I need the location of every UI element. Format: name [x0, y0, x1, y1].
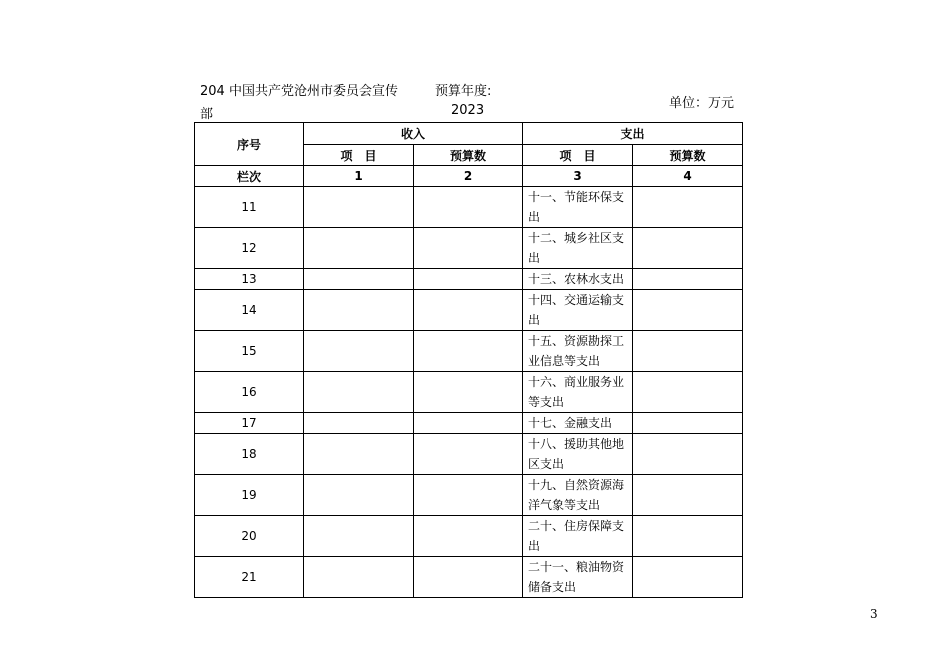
income-budget-cell — [414, 269, 523, 290]
income-item-header: 项 目 — [304, 145, 414, 166]
row-seq: 14 — [195, 290, 304, 331]
table-row — [195, 372, 743, 413]
budget-year-value: 2023 — [451, 103, 485, 118]
money-unit: 单位：万元 — [669, 96, 735, 111]
expense-item-cell: 十九、自然资源海洋气象等支出 — [523, 475, 633, 516]
expense-budget-cell — [633, 516, 743, 557]
column-index-1: 1 — [304, 166, 414, 187]
table-row — [195, 290, 743, 331]
row-seq: 16 — [195, 372, 304, 413]
table-row — [195, 187, 743, 228]
expense-item-cell: 十五、资源勘探工业信息等支出 — [523, 331, 633, 372]
column-index-3: 3 — [523, 166, 633, 187]
row-seq: 15 — [195, 331, 304, 372]
income-budget-cell — [414, 187, 523, 228]
income-budget-cell — [414, 290, 523, 331]
expense-budget-cell — [633, 372, 743, 413]
income-item-cell — [304, 557, 414, 598]
income-budget-cell — [414, 228, 523, 269]
row-seq: 11 — [195, 187, 304, 228]
seq-header: 序号 — [195, 123, 304, 166]
row-seq: 21 — [195, 557, 304, 598]
expense-budget-cell — [633, 290, 743, 331]
column-index-label: 栏次 — [195, 166, 304, 187]
expense-item-cell: 十二、城乡社区支出 — [523, 228, 633, 269]
row-seq: 19 — [195, 475, 304, 516]
row-seq: 12 — [195, 228, 304, 269]
expense-item-cell: 十六、商业服务业等支出 — [523, 372, 633, 413]
income-item-cell — [304, 269, 414, 290]
table-row — [195, 434, 743, 475]
income-item-cell — [304, 434, 414, 475]
row-seq: 13 — [195, 269, 304, 290]
income-budget-cell — [414, 434, 523, 475]
income-item-cell — [304, 413, 414, 434]
expense-item-cell: 十七、金融支出 — [523, 413, 633, 434]
row-seq: 20 — [195, 516, 304, 557]
income-item-cell — [304, 331, 414, 372]
expense-budget-cell — [633, 475, 743, 516]
income-budget-cell — [414, 413, 523, 434]
row-seq: 18 — [195, 434, 304, 475]
income-item-cell — [304, 475, 414, 516]
expense-budget-cell — [633, 413, 743, 434]
table-row — [195, 557, 743, 598]
expense-item-cell: 十八、援助其他地区支出 — [523, 434, 633, 475]
expense-item-cell: 十四、交通运输支出 — [523, 290, 633, 331]
income-budget-cell — [414, 475, 523, 516]
unit-name-line2: 部 — [200, 107, 214, 122]
expense-item-cell: 十三、农林水支出 — [523, 269, 633, 290]
expense-budget-cell — [633, 269, 743, 290]
budget-year-label: 预算年度: — [435, 84, 492, 99]
income-budget-cell — [414, 516, 523, 557]
income-item-cell — [304, 372, 414, 413]
income-budget-header: 预算数 — [414, 145, 523, 166]
column-index-row — [195, 166, 743, 187]
table-row — [195, 475, 743, 516]
table-row — [195, 228, 743, 269]
expense-item-cell: 二十、住房保障支出 — [523, 516, 633, 557]
unit-name-line1: 204 中国共产党沧州市委员会宣传 — [200, 84, 398, 99]
expense-item-cell: 二十一、粮油物资储备支出 — [523, 557, 633, 598]
header-row-top — [195, 123, 743, 145]
expense-budget-cell — [633, 331, 743, 372]
table-row — [195, 413, 743, 434]
income-budget-cell — [414, 372, 523, 413]
income-header: 收入 — [304, 123, 523, 145]
income-item-cell — [304, 516, 414, 557]
income-item-cell — [304, 228, 414, 269]
column-index-2: 2 — [414, 166, 523, 187]
expense-budget-cell — [633, 557, 743, 598]
income-budget-cell — [414, 557, 523, 598]
page-number: 3 — [870, 607, 878, 621]
expense-budget-header: 预算数 — [633, 145, 743, 166]
expense-header: 支出 — [523, 123, 743, 145]
income-budget-cell — [414, 331, 523, 372]
row-seq: 17 — [195, 413, 304, 434]
expense-item-header: 项 目 — [523, 145, 633, 166]
income-item-cell — [304, 290, 414, 331]
table-row — [195, 331, 743, 372]
expense-budget-cell — [633, 434, 743, 475]
expense-budget-cell — [633, 228, 743, 269]
income-item-cell — [304, 187, 414, 228]
table-row — [195, 269, 743, 290]
budget-table — [194, 122, 743, 598]
table-row — [195, 516, 743, 557]
column-index-4: 4 — [633, 166, 743, 187]
expense-budget-cell — [633, 187, 743, 228]
expense-item-cell: 十一、节能环保支出 — [523, 187, 633, 228]
